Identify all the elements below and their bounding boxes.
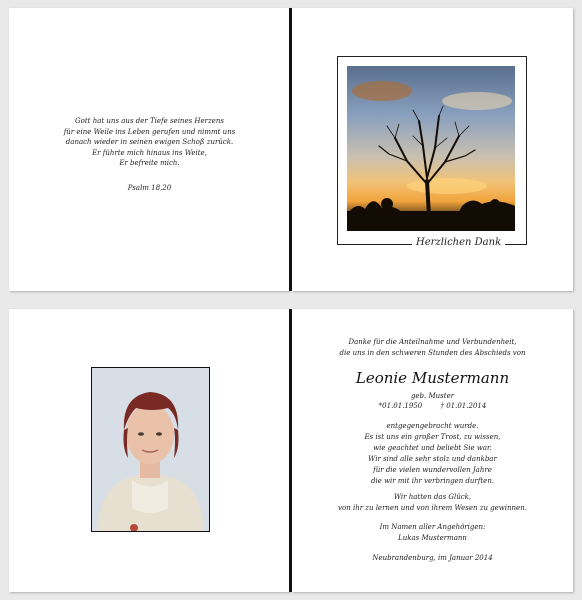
body-text — [292, 421, 573, 487]
body-line: Es ist uns ein großer Trost, zu wissen, — [364, 433, 501, 441]
verse-line: Er führte mich hinaus ins Weite, — [92, 148, 207, 157]
family-signature — [292, 522, 573, 544]
intro-line: die uns in den schweren Stunden des Abschieds von — [339, 349, 526, 357]
tree-silhouette-icon — [347, 66, 515, 231]
body-line: wie geachtet und beliebt Sie war. — [373, 444, 492, 452]
intro-text — [292, 337, 573, 359]
notice-panel — [292, 309, 573, 592]
death-date: † 01.01.2014 — [440, 402, 487, 410]
portrait-panel — [9, 309, 290, 592]
sunset-tree-photo — [347, 66, 515, 231]
life-dates — [292, 402, 573, 410]
body-line: entgegengebracht wurde. — [386, 422, 479, 430]
photo-frame — [337, 56, 527, 245]
verse-reference: Psalm 18,20 — [127, 184, 172, 192]
closing-text — [292, 492, 573, 514]
deceased-name: Leonie Mustermann — [355, 369, 510, 387]
verse-text — [9, 116, 290, 169]
body-line: für die vielen wundervollen Jahre — [373, 466, 492, 474]
family-line: Lukas Mustermann — [398, 534, 467, 542]
closing-line: von ihr zu lernen und von ihrem Wesen zu gewinnen. — [338, 504, 527, 512]
verse-line: Er befreite mich. — [119, 159, 180, 167]
body-line: Wir sind alle sehr stolz und dankbar — [368, 455, 497, 463]
place-date: Neubrandenburg, im Januar 2014 — [372, 554, 493, 562]
photo-panel — [292, 8, 573, 291]
intro-line: Danke für die Anteilnahme und Verbundenheit, — [348, 338, 517, 346]
birth-name: geb. Muster — [410, 392, 455, 400]
person-portrait-icon — [92, 368, 209, 531]
body-line: die wir mit ihr verbringen durften. — [370, 477, 495, 485]
family-line: Im Namen aller Angehörigen: — [379, 523, 486, 531]
fold-line — [289, 8, 292, 291]
verse-line: für eine Weile ins Leben gerufen und nimmt uns — [63, 127, 236, 136]
portrait-photo — [91, 367, 210, 532]
verse-line: Gott hat uns aus der Tiefe seines Herzens — [75, 117, 224, 125]
birth-date: *01.01.1950 — [378, 402, 423, 410]
photo-caption: Herzlichen Dank — [412, 237, 505, 248]
fold-line — [289, 309, 292, 592]
verse-line: danach wieder in seinen ewigen Schoß zurück. — [65, 138, 234, 146]
verse-panel — [9, 8, 290, 291]
closing-line: Wir hatten das Glück, — [393, 493, 472, 501]
